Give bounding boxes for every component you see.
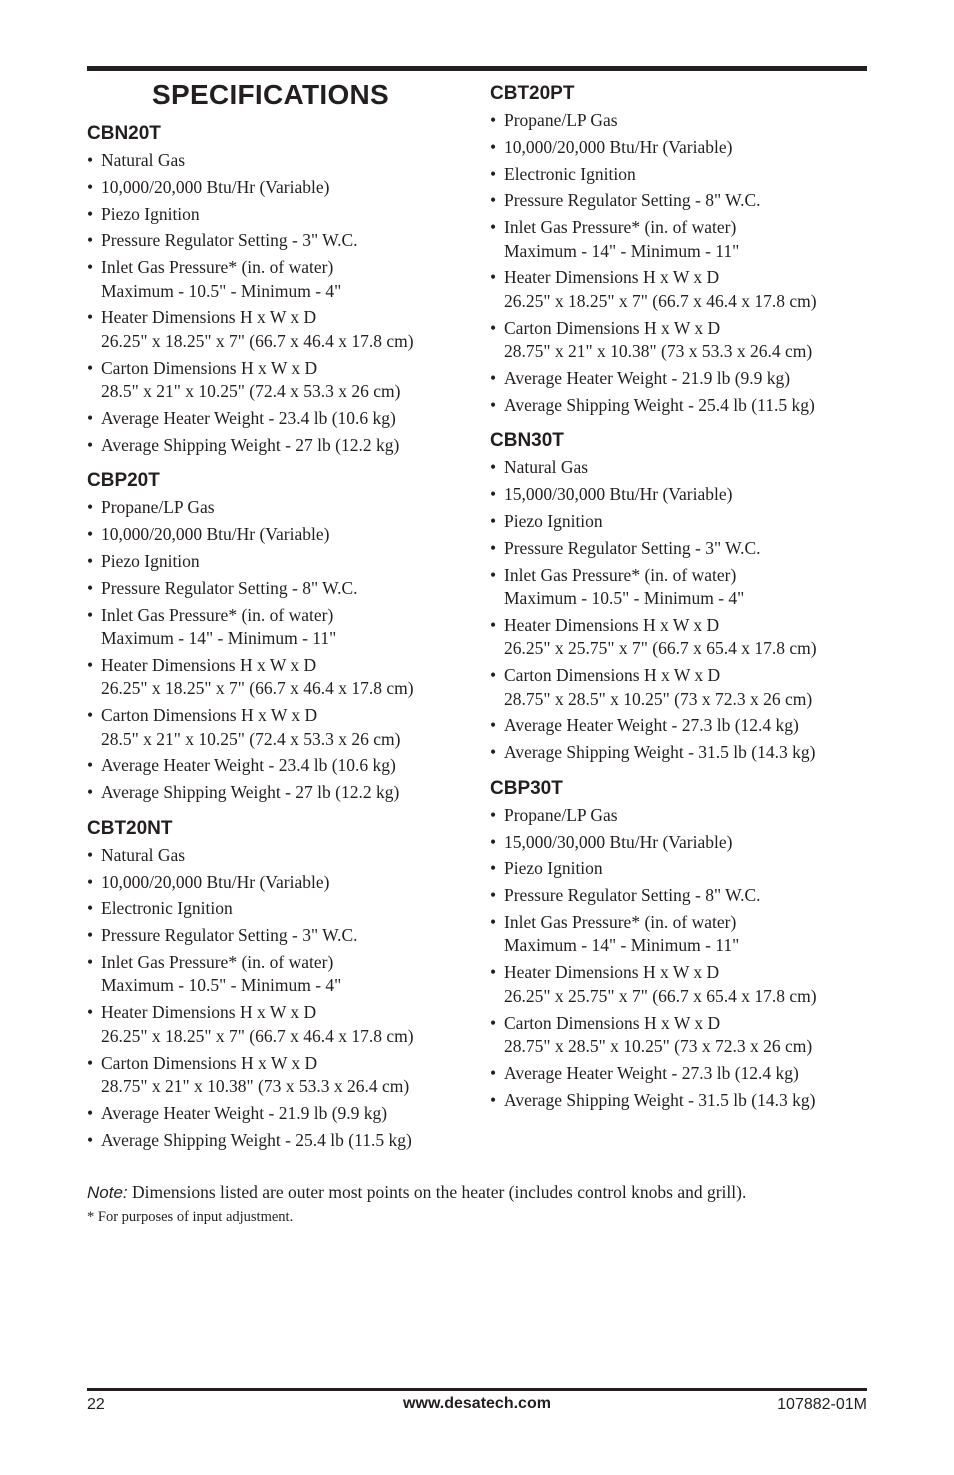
spec-item-text: Electronic Ignition	[101, 898, 233, 919]
bullet-icon: •	[87, 434, 94, 455]
spec-list	[87, 149, 467, 457]
bullet-icon: •	[490, 885, 497, 906]
spec-item-detail: Maximum - 14" - Minimum - 11"	[504, 935, 740, 956]
bullet-icon: •	[87, 176, 94, 197]
bullet-icon: •	[87, 871, 94, 892]
bullet-icon: •	[87, 951, 94, 972]
spec-item-text: Carton Dimensions H x W x D	[101, 357, 318, 378]
spec-item-detail: 28.75" x 28.5" x 10.25" (73 x 72.3 x 26 cm)	[504, 1036, 813, 1057]
bullet-icon: •	[87, 497, 94, 518]
spec-item	[87, 754, 467, 778]
note	[87, 1180, 746, 1205]
bullet-icon: •	[490, 742, 497, 763]
spec-item-text: Average Heater Weight - 21.9 lb (9.9 kg)	[101, 1102, 388, 1123]
bottom-rule	[87, 1388, 867, 1391]
spec-item-detail: 28.5" x 21" x 10.25" (72.4 x 53.3 x 26 cm)	[101, 728, 401, 749]
spec-section	[490, 429, 870, 764]
note-label: Note:	[87, 1183, 128, 1202]
spec-item-detail: 26.25" x 18.25" x 7" (66.7 x 46.4 x 17.8 cm)	[101, 330, 414, 351]
page-number: 22	[87, 1396, 105, 1413]
spec-item	[87, 951, 467, 998]
spec-item	[87, 176, 467, 200]
bullet-icon: •	[490, 715, 497, 736]
spec-item-detail: 26.25" x 25.75" x 7" (66.7 x 65.4 x 17.8 cm)	[504, 638, 817, 659]
spec-item-text: Carton Dimensions H x W x D	[504, 1012, 721, 1033]
spec-item	[87, 256, 467, 303]
spec-item-text: Inlet Gas Pressure* (in. of water)	[504, 564, 737, 585]
bullet-icon: •	[87, 150, 94, 170]
spec-item-text: Natural Gas	[101, 150, 186, 170]
bullet-icon: •	[490, 858, 497, 879]
spec-item-text: 15,000/30,000 Btu/Hr (Variable)	[504, 484, 733, 505]
bullet-icon: •	[87, 550, 94, 571]
bullet-icon: •	[490, 457, 497, 478]
spec-item-text: Propane/LP Gas	[101, 497, 215, 518]
spec-item-text: Average Shipping Weight - 31.5 lb (14.3 kg)	[504, 742, 816, 763]
model-heading: CBN30T	[490, 430, 564, 452]
spec-item-text: Inlet Gas Pressure* (in. of water)	[101, 604, 334, 625]
spec-item-detail: 28.5" x 21" x 10.25" (72.4 x 53.3 x 26 cm)	[101, 381, 401, 402]
spec-item	[490, 804, 870, 828]
page-title: SPECIFICATIONS	[152, 79, 390, 110]
spec-item-detail: Maximum - 14" - Minimum - 11"	[504, 240, 740, 261]
spec-item-text: Pressure Regulator Setting - 3" W.C.	[101, 925, 358, 946]
bullet-icon: •	[87, 1002, 94, 1023]
spec-item	[87, 550, 467, 574]
spec-item	[490, 456, 870, 480]
spec-list	[490, 109, 870, 417]
spec-item-text: Propane/LP Gas	[504, 804, 618, 825]
spec-item	[490, 163, 870, 187]
bullet-icon: •	[490, 267, 497, 288]
spec-item	[87, 844, 467, 868]
bullet-icon: •	[490, 136, 497, 157]
spec-item-detail: 26.25" x 18.25" x 7" (66.7 x 46.4 x 17.8 cm)	[504, 290, 817, 311]
spec-item	[87, 654, 467, 701]
spec-item-text: Electronic Ignition	[504, 163, 636, 184]
spec-item-text: 10,000/20,000 Btu/Hr (Variable)	[101, 524, 330, 545]
bullet-icon: •	[87, 604, 94, 625]
bullet-icon: •	[490, 484, 497, 505]
spec-item	[490, 564, 870, 611]
spec-item	[490, 483, 870, 507]
spec-item	[490, 741, 870, 765]
bullet-icon: •	[490, 1089, 497, 1110]
bullet-icon: •	[490, 831, 497, 852]
bullet-icon: •	[87, 524, 94, 545]
spec-item-text: Average Heater Weight - 23.4 lb (10.6 kg)	[101, 408, 396, 429]
spec-item-detail: 26.25" x 18.25" x 7" (66.7 x 46.4 x 17.8 cm)	[101, 678, 414, 699]
spec-item-text: Heater Dimensions H x W x D	[504, 962, 720, 983]
spec-item	[490, 831, 870, 855]
spec-item	[87, 924, 467, 948]
top-rule	[87, 66, 867, 71]
bullet-icon: •	[87, 1052, 94, 1073]
spec-item-text: Piezo Ignition	[504, 858, 603, 879]
spec-item-text: Pressure Regulator Setting - 8" W.C.	[504, 190, 761, 211]
model-heading: CBT20NT	[87, 817, 173, 839]
spec-item-text: Average Heater Weight - 27.3 lb (12.4 kg)	[504, 715, 799, 736]
spec-item-text: Inlet Gas Pressure* (in. of water)	[504, 217, 737, 238]
spec-section	[490, 82, 870, 417]
bullet-icon: •	[490, 110, 497, 130]
spec-item	[490, 857, 870, 881]
bullet-icon: •	[87, 1129, 94, 1150]
bullet-icon: •	[87, 203, 94, 224]
model-heading: CBN20T	[87, 123, 161, 144]
note-text: Dimensions listed are outer most points on the heater (includes control knobs and grill).	[127, 1182, 747, 1202]
spec-item-text: 10,000/20,000 Btu/Hr (Variable)	[101, 176, 330, 197]
spec-list	[490, 804, 870, 1112]
spec-item	[490, 537, 870, 561]
spec-item-detail: 28.75" x 21" x 10.38" (73 x 53.3 x 26.4 cm)	[504, 341, 813, 362]
bullet-icon: •	[490, 217, 497, 238]
spec-item	[490, 394, 870, 418]
spec-item-text: Carton Dimensions H x W x D	[101, 705, 318, 726]
spec-item	[87, 704, 467, 751]
spec-item	[490, 614, 870, 661]
spec-item-text: Average Shipping Weight - 25.4 lb (11.5 kg)	[504, 394, 815, 415]
spec-item-detail: 26.25" x 25.75" x 7" (66.7 x 65.4 x 17.8 cm)	[504, 985, 817, 1006]
bullet-icon: •	[490, 665, 497, 686]
bullet-icon: •	[87, 307, 94, 328]
spec-item-text: Average Shipping Weight - 25.4 lb (11.5 kg)	[101, 1129, 412, 1150]
spec-item	[87, 1052, 467, 1099]
spec-item-text: Carton Dimensions H x W x D	[504, 317, 721, 338]
spec-item-text: Heater Dimensions H x W x D	[101, 307, 317, 328]
spec-item	[490, 911, 870, 958]
spec-list	[87, 844, 467, 1152]
spec-item-text: Piezo Ignition	[101, 550, 200, 571]
bullet-icon: •	[87, 654, 94, 675]
spec-item-text: Heater Dimensions H x W x D	[101, 1002, 317, 1023]
bullet-icon: •	[87, 230, 94, 251]
bullet-icon: •	[490, 394, 497, 415]
spec-list	[490, 456, 870, 764]
bullet-icon: •	[490, 564, 497, 585]
bullet-icon: •	[87, 408, 94, 429]
spec-list	[87, 496, 467, 804]
bullet-icon: •	[490, 1012, 497, 1033]
spec-item-text: Inlet Gas Pressure* (in. of water)	[101, 257, 334, 278]
spec-item-text: Propane/LP Gas	[504, 110, 618, 130]
document-number: 107882-01M	[777, 1396, 867, 1413]
spec-item	[490, 216, 870, 263]
spec-item-text: Pressure Regulator Setting - 8" W.C.	[504, 885, 761, 906]
model-heading: CBT20PT	[490, 83, 575, 104]
bullet-icon: •	[490, 190, 497, 211]
spec-item	[490, 664, 870, 711]
website-url: www.desatech.com	[403, 1395, 551, 1412]
spec-item-text: Average Shipping Weight - 31.5 lb (14.3 kg)	[504, 1089, 816, 1110]
spec-item	[87, 1001, 467, 1048]
bullet-icon: •	[87, 705, 94, 726]
spec-item-text: Inlet Gas Pressure* (in. of water)	[504, 911, 737, 932]
spec-item	[87, 229, 467, 253]
spec-item-text: Piezo Ignition	[504, 510, 603, 531]
bullet-icon: •	[490, 1062, 497, 1083]
bullet-icon: •	[87, 782, 94, 803]
spec-item	[490, 317, 870, 364]
spec-item	[87, 434, 467, 458]
spec-item-text: Heater Dimensions H x W x D	[504, 614, 720, 635]
spec-section	[87, 817, 467, 1152]
spec-item-detail: Maximum - 10.5" - Minimum - 4"	[101, 280, 342, 301]
bullet-icon: •	[490, 911, 497, 932]
bullet-icon: •	[87, 898, 94, 919]
spec-item-text: 10,000/20,000 Btu/Hr (Variable)	[101, 871, 330, 892]
bullet-icon: •	[87, 357, 94, 378]
bullet-icon: •	[490, 163, 497, 184]
spec-item	[87, 1129, 467, 1153]
spec-item	[490, 109, 870, 133]
spec-item-text: 10,000/20,000 Btu/Hr (Variable)	[504, 136, 733, 157]
spec-item	[490, 961, 870, 1008]
spec-item	[87, 871, 467, 895]
model-heading: CBP20T	[87, 470, 160, 492]
spec-item	[87, 577, 467, 601]
spec-section	[490, 777, 870, 1112]
bullet-icon: •	[87, 1102, 94, 1123]
bullet-icon: •	[87, 577, 94, 598]
spec-item-text: Average Heater Weight - 21.9 lb (9.9 kg)	[504, 368, 791, 389]
spec-item-detail: Maximum - 10.5" - Minimum - 4"	[101, 975, 342, 996]
spec-item-text: Heater Dimensions H x W x D	[101, 654, 317, 675]
spec-section	[87, 122, 467, 457]
spec-item-detail: Maximum - 10.5" - Minimum - 4"	[504, 588, 745, 609]
spec-item	[490, 884, 870, 908]
spec-item	[490, 136, 870, 160]
spec-item	[87, 604, 467, 651]
spec-item	[490, 367, 870, 391]
spec-item	[87, 1102, 467, 1126]
spec-item-text: Heater Dimensions H x W x D	[504, 267, 720, 288]
bullet-icon: •	[490, 537, 497, 558]
spec-item	[87, 496, 467, 520]
spec-item	[490, 510, 870, 534]
spec-item	[490, 189, 870, 213]
spec-item-text: Average Heater Weight - 27.3 lb (12.4 kg)	[504, 1062, 799, 1083]
spec-item-detail: Maximum - 14" - Minimum - 11"	[101, 628, 337, 649]
footnote: * For purposes of input adjustment.	[87, 1209, 294, 1225]
spec-item-text: 15,000/30,000 Btu/Hr (Variable)	[504, 831, 733, 852]
spec-item-text: Average Heater Weight - 23.4 lb (10.6 kg)	[101, 755, 396, 776]
spec-item	[87, 523, 467, 547]
spec-section	[87, 469, 467, 804]
bullet-icon: •	[490, 510, 497, 531]
left-column	[87, 122, 467, 1164]
spec-item-detail: 26.25" x 18.25" x 7" (66.7 x 46.4 x 17.8 cm)	[101, 1025, 414, 1046]
spec-item-text: Piezo Ignition	[101, 203, 200, 224]
model-heading: CBP30T	[490, 777, 563, 799]
spec-item-text: Pressure Regulator Setting - 3" W.C.	[504, 537, 761, 558]
bullet-icon: •	[87, 257, 94, 278]
spec-item	[490, 266, 870, 313]
spec-item	[490, 714, 870, 738]
spec-item	[87, 306, 467, 353]
bullet-icon: •	[490, 368, 497, 389]
bullet-icon: •	[490, 317, 497, 338]
spec-item-text: Natural Gas	[504, 457, 589, 478]
spec-item-detail: 28.75" x 21" x 10.38" (73 x 53.3 x 26.4 cm)	[101, 1076, 410, 1097]
spec-item	[87, 407, 467, 431]
spec-item-text: Carton Dimensions H x W x D	[101, 1052, 318, 1073]
spec-item-text: Pressure Regulator Setting - 8" W.C.	[101, 577, 358, 598]
spec-item	[87, 203, 467, 227]
spec-item-text: Pressure Regulator Setting - 3" W.C.	[101, 230, 358, 251]
spec-item	[490, 1012, 870, 1059]
spec-item-text: Natural Gas	[101, 844, 186, 865]
spec-item	[87, 357, 467, 404]
spec-item-text: Average Shipping Weight - 27 lb (12.2 kg)	[101, 434, 400, 455]
bullet-icon: •	[87, 925, 94, 946]
spec-item-text: Average Shipping Weight - 27 lb (12.2 kg)	[101, 782, 400, 803]
bullet-icon: •	[490, 614, 497, 635]
spec-item-text: Carton Dimensions H x W x D	[504, 665, 721, 686]
bullet-icon: •	[87, 844, 94, 865]
right-column	[490, 82, 870, 1124]
spec-item	[490, 1089, 870, 1113]
spec-item-text: Inlet Gas Pressure* (in. of water)	[101, 951, 334, 972]
bullet-icon: •	[490, 804, 497, 825]
bullet-icon: •	[490, 962, 497, 983]
spec-item	[87, 149, 467, 173]
spec-item	[87, 781, 467, 805]
spec-item	[490, 1062, 870, 1086]
spec-item-detail: 28.75" x 28.5" x 10.25" (73 x 72.3 x 26 cm)	[504, 688, 813, 709]
bullet-icon: •	[87, 755, 94, 776]
spec-item	[87, 897, 467, 921]
